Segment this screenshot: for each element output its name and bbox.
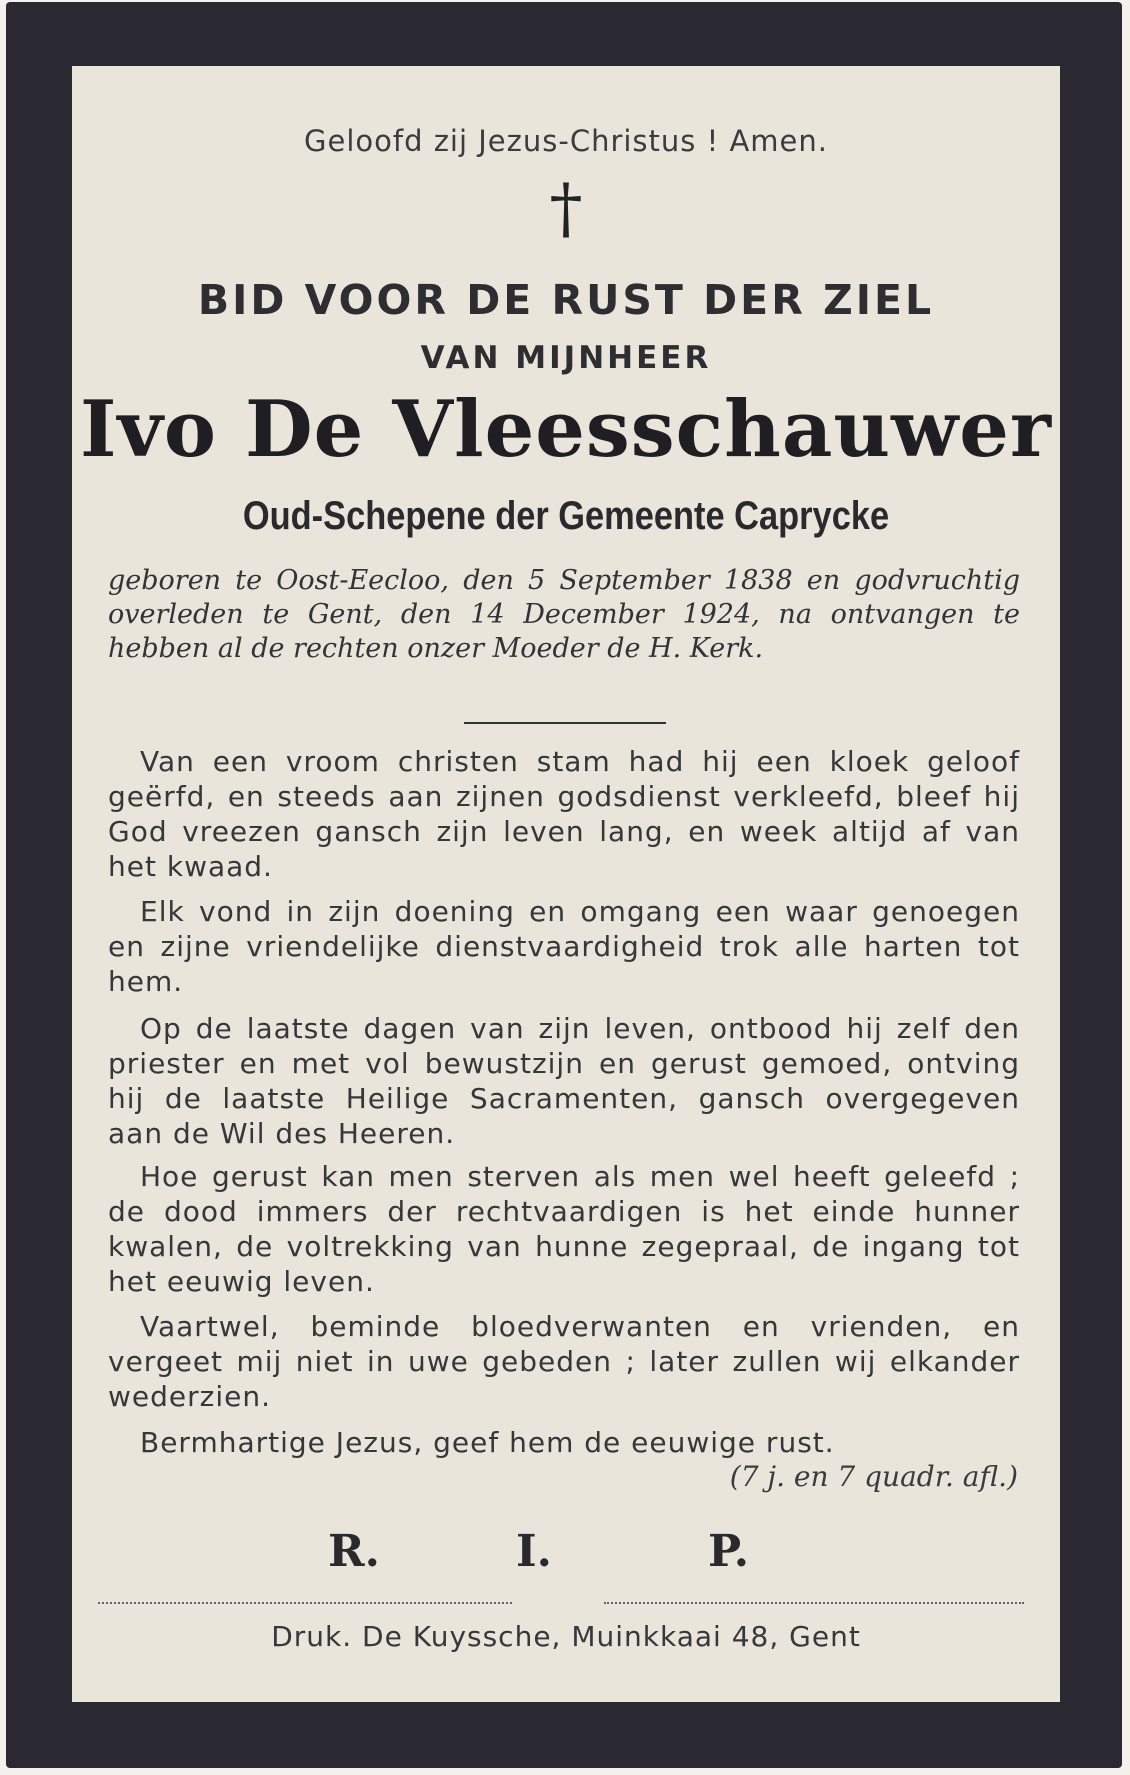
closing-prayer: Bermhartige Jezus, geef hem de eeuwige rust. xyxy=(140,1426,835,1459)
dotted-divider-right xyxy=(604,1602,1024,1604)
paragraph-last-days: Op de laatste dagen van zijn leven, ontbood hij zelf den priester en met vol bewustzijn en gerust gemoed, ontving hij de laatste Heilige Sacramenten, gansch overgegeven aan de Wil des Heeren. xyxy=(108,1012,1020,1150)
paragraph-death: Hoe gerust kan men sterven als men wel heeft geleefd ; de dood immers der rechtvaardigen is het einde hunner kwalen, de voltrekking van hunne zegepraal, de ingang tot het eeuwig leven. xyxy=(108,1160,1020,1298)
cross-icon: † xyxy=(549,170,583,247)
paragraph-farewell: Vaartwel, beminde bloedverwanten en vrienden, en vergeet mij niet in uwe gebeden ; later zullen wij elkander wederzien. xyxy=(108,1310,1020,1413)
biography-text: geboren te Oost-Eecloo, den 5 September 1838 en godvruchtig overleden te Gent, den 14 December 1924, na ontvangen te hebben al de rechten onzer Moeder de H. Kerk. xyxy=(108,565,1020,664)
invocation-text: Geloofd zij Jezus-Christus ! Amen. xyxy=(304,124,828,158)
deceased-name: Ivo De Vleesschauwer xyxy=(80,384,1052,475)
indulgence-note: (7 j. en 7 quadr. afl.) xyxy=(729,1460,1018,1493)
rip-letter-i: I. xyxy=(516,1526,552,1577)
prayer-subheading: VAN MIJNHEER xyxy=(420,340,712,376)
divider-line xyxy=(464,722,666,724)
memorial-card xyxy=(72,66,1060,1702)
rip-letter-r: R. xyxy=(328,1526,380,1577)
prayer-heading: BID VOOR DE RUST DER ZIEL xyxy=(197,276,935,324)
paragraph-character: Elk vond in zijn doening en omgang een waar genoegen en zijne vriendelijke dienstvaardigheid trok alle harten tot hem. xyxy=(108,895,1020,998)
paragraph-faith: Van een vroom christen stam had hij een kloek geloof geërfd, en steeds aan zijnen godsdienst verkleefd, bleef hij God vreezen gansch zijn leven lang, en week altijd af van het kwaad. xyxy=(108,745,1020,883)
dotted-divider-left xyxy=(98,1602,512,1604)
printer-imprint: Druk. De Kuyssche, Muinkkaai 48, Gent xyxy=(271,1620,861,1653)
mourning-card-border xyxy=(6,2,1122,1768)
deceased-title: Oud-Schepene der Gemeente Caprycke xyxy=(242,494,890,538)
rip-letter-p: P. xyxy=(708,1526,750,1577)
